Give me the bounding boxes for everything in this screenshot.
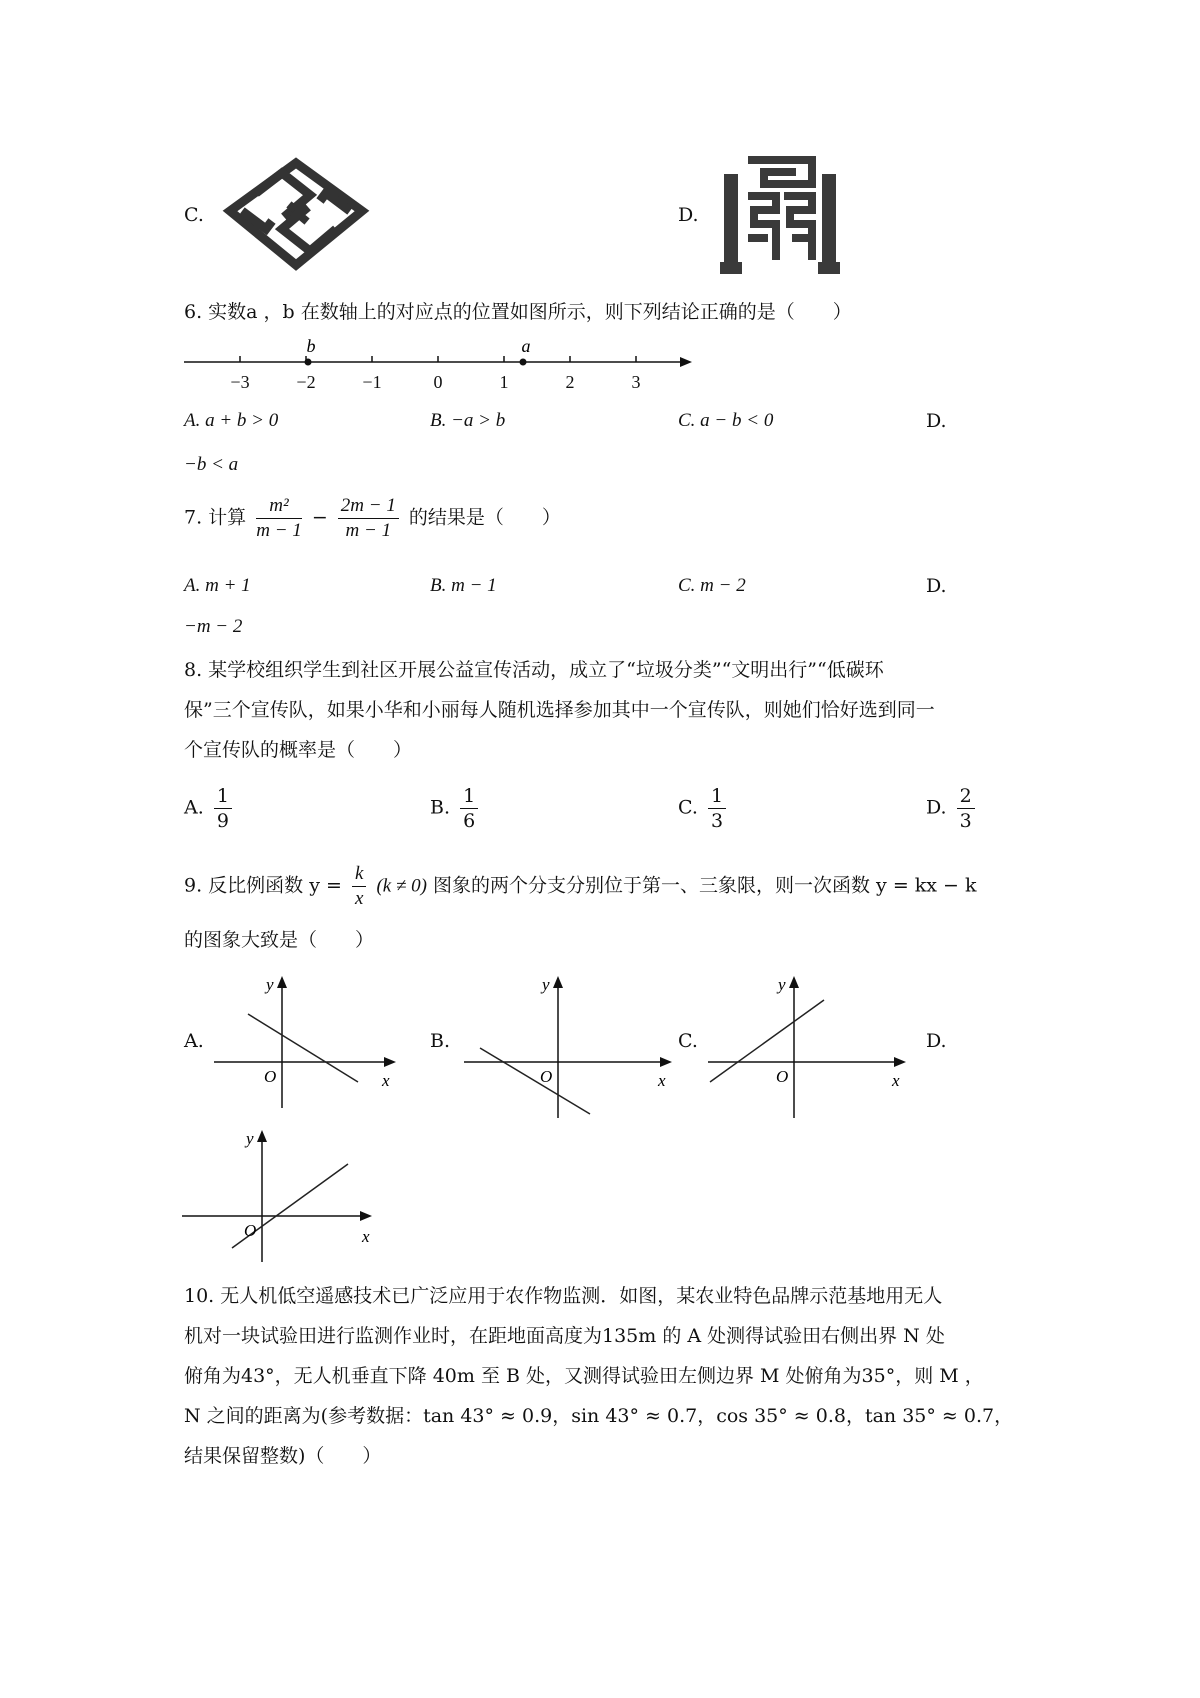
q8-line-1: 8. 某学校组织学生到社区开展公益宣传活动，成立了“垃圾分类”“文明出行”“低碳环 [184, 659, 884, 681]
q7-option-d: D. [926, 575, 947, 597]
q6-number-line [180, 338, 700, 398]
q6-option-d: D. [926, 410, 947, 432]
q8-option-b [430, 784, 482, 833]
q5-option-c-label: C. [184, 204, 204, 226]
q7-frac2-num: 2m − 1 [338, 494, 399, 519]
axis-x-label: x [658, 1071, 666, 1090]
point-a-label: a [521, 338, 531, 356]
q10-line-4: N 之间的距离为(参考数据：tan 43° ≈ 0.9，sin 43° ≈ 0.7，cos 35° ≈ 0.8，tan 35° ≈ 0.7， [184, 1405, 1014, 1427]
point-b-label: b [306, 338, 316, 356]
q8-option-d [926, 784, 979, 833]
q7-stem [184, 494, 561, 543]
axis-x-label: x [362, 1227, 370, 1246]
q7-frac1-num: m² [256, 494, 302, 519]
q7-fraction-1 [256, 494, 302, 543]
q9-mid: 图象的两个分支分别位于第一、三象限，则一次函数 y = kx − k [433, 874, 977, 897]
q9-prefix: 9. 反比例函数 y = [184, 874, 342, 897]
q10-line-1: 10. 无人机低空遥感技术已广泛应用于农作物监测．如图，某农业特色品牌示范基地用无人 [184, 1285, 943, 1307]
q9-condition: (k ≠ 0) [376, 875, 427, 897]
q6-option-c: C. a − b < 0 [678, 410, 774, 431]
q9-option-d-label: D. [926, 1030, 947, 1052]
fraction-den: 3 [710, 810, 724, 832]
fraction [708, 784, 726, 833]
axis-x-label: x [382, 1071, 390, 1090]
axis-tick: −1 [362, 372, 382, 392]
q10-line-2: 机对一块试验田进行监测作业时，在距地面高度为135m 的 A 处测得试验田右侧出界 N 处 [184, 1325, 945, 1347]
q6-stem: 6. 实数a ，b 在数轴上的对应点的位置如图所示，则下列结论正确的是（ ） [184, 301, 852, 323]
q7-option-c: C. m − 2 [678, 575, 746, 596]
q9-option-a-label: A. [184, 1030, 204, 1052]
q9-graph-a [210, 970, 400, 1110]
origin-label: O [540, 1067, 553, 1086]
q6-option-d-cont: −b < a [184, 454, 239, 475]
origin-label: O [776, 1067, 789, 1086]
q7-option-b: B. m − 1 [430, 575, 497, 596]
q5-option-d-logo [718, 150, 842, 278]
q6-option-a: A. a + b > 0 [184, 410, 279, 431]
fraction-den: 3 [959, 810, 972, 832]
q7-frac2-den: m − 1 [345, 520, 392, 541]
q8-line-2: 保”三个宣传队，如果小华和小丽每人随机选择参加其中一个宣传队，则她们恰好选到同一 [184, 699, 935, 721]
q7-option-a: A. m + 1 [184, 575, 251, 596]
q7-suffix: 的结果是（ ） [408, 506, 561, 529]
fraction-den: x [354, 888, 364, 909]
q9-graph-d [180, 1124, 380, 1264]
axis-y-label: y [778, 975, 786, 994]
axis-tick: 0 [433, 372, 443, 392]
option-label: B. [430, 796, 451, 819]
fraction [214, 784, 232, 833]
option-label: C. [678, 796, 698, 819]
q9-stem [184, 862, 1040, 911]
axis-x-label: x [892, 1071, 900, 1090]
fraction-num: 1 [214, 784, 232, 809]
q9-line-2: 的图象大致是（ ） [184, 929, 375, 951]
fraction-num: 2 [957, 784, 975, 809]
q8-line-3: 个宣传队的概率是（ ） [184, 739, 413, 761]
axis-tick: 3 [631, 372, 641, 392]
fraction-num: k [352, 862, 366, 887]
axis-y-label: y [246, 1129, 254, 1148]
point-a [520, 359, 527, 366]
fraction-num: 1 [460, 784, 478, 809]
q7-option-d-cont: −m − 2 [184, 616, 243, 637]
q5-option-c-logo [212, 155, 380, 275]
q7-fraction-2 [338, 494, 399, 543]
q8-option-a [184, 784, 236, 833]
option-label: A. [184, 796, 204, 819]
option-label: D. [926, 796, 947, 819]
q8-option-c [678, 784, 730, 833]
q6-option-b: B. −a > b [430, 410, 506, 431]
point-b [305, 359, 312, 366]
q7-frac1-den: m − 1 [256, 520, 302, 541]
fraction-den: 6 [463, 810, 476, 832]
axis-y-label: y [542, 975, 550, 994]
axis-tick: 2 [565, 372, 575, 392]
axis-tick: −3 [230, 372, 250, 392]
q9-option-c-label: C. [678, 1030, 698, 1052]
q7-prefix: 7. 计算 [184, 506, 247, 529]
axis-tick: 1 [499, 372, 509, 392]
q9-graph-c [704, 970, 914, 1120]
fraction [957, 784, 975, 833]
q9-option-b-label: B. [430, 1030, 451, 1052]
q9-fraction [352, 862, 366, 911]
q5-option-d-label: D. [678, 204, 699, 226]
q7-minus: − [311, 506, 328, 529]
fraction [460, 784, 478, 833]
axis-y-label: y [266, 975, 274, 994]
origin-label: O [264, 1067, 277, 1086]
q10-line-5: 结果保留整数)（ ） [184, 1445, 382, 1467]
axis-tick: −2 [296, 372, 316, 392]
q10-line-3: 俯角为43°，无人机垂直下降 40m 至 B 处，又测得试验田左侧边界 M 处俯角为35°，则 M ， [184, 1365, 984, 1387]
origin-label: O [244, 1221, 257, 1240]
fraction-den: 9 [216, 810, 229, 832]
q9-graph-b [460, 970, 680, 1120]
fraction-num: 1 [708, 784, 726, 809]
